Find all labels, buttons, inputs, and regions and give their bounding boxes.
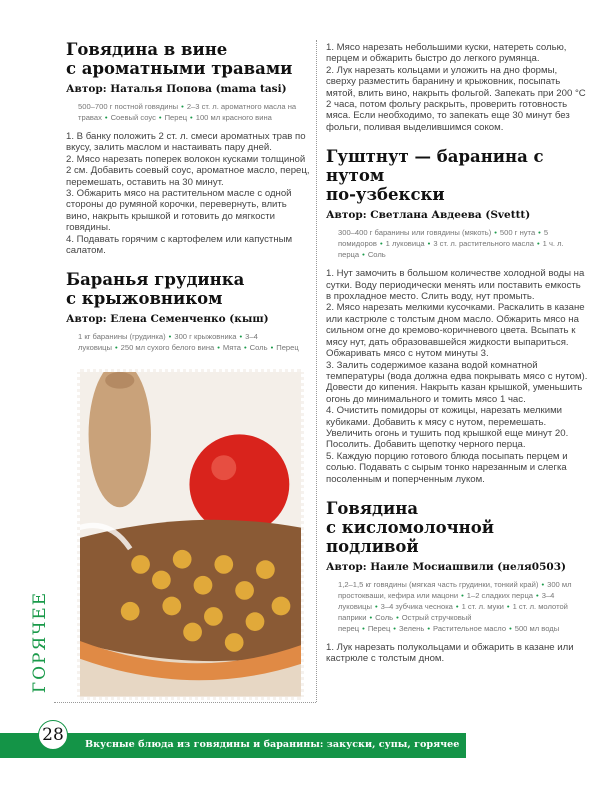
footer-text: Вкусные блюда из говядины и баранины: закуски, супы, горячее [85, 739, 460, 750]
ingredient: 1–2 сладких перца [466, 590, 534, 600]
recipe-beef-wine [66, 40, 312, 256]
ingredient: 1,2–1,5 кг говядины (мягкая часть грудинки, тонкий край) [338, 579, 539, 589]
recipe-title-line: Гуштнут — баранина с нутом [326, 147, 544, 186]
recipe-step: 3. Обжарить мясо на растительном масле с одной стороны до румяной корочки, перевернуть, влить вино, накрыть крышкой и готовить до мягкости говядины. [66, 188, 292, 234]
recipe-title-line: с кисломолочной подливой [326, 517, 495, 556]
ingredient: Перец [276, 343, 299, 353]
recipe-title-line: по-узбекски [326, 185, 445, 205]
recipe-step: 4. Подавать горячим с картофелем или капустным салатом. [66, 233, 293, 257]
ingredient: 1 ст. л. муки [461, 601, 504, 611]
ingredient: Перец [164, 113, 188, 122]
recipe-title-line: с ароматными травами [66, 59, 293, 78]
bullet-icon: • [396, 612, 399, 622]
ingredient: 100 мл красного вина [195, 113, 272, 122]
bullet-icon: • [239, 332, 243, 342]
bullet-icon: • [362, 623, 365, 633]
ingredient: Соевый соус [110, 113, 156, 122]
recipe-beef-sour-milk [326, 499, 588, 665]
ingredient: 5 помидоров [338, 228, 549, 249]
bullet-icon: • [374, 601, 378, 611]
recipe-lamb-gooseberry-header [66, 270, 312, 361]
ingredient: Соль [375, 612, 394, 622]
bullet-icon: • [379, 239, 383, 249]
bullet-icon: • [509, 623, 512, 633]
ingredient-list [326, 227, 588, 260]
ingredient: 1 луковица [385, 239, 425, 249]
recipe-gushtnut [326, 147, 588, 485]
ingredient-list [66, 331, 312, 353]
page-number: 28 [38, 720, 68, 750]
recipe-step: 3. Залить содержимое казана водой комнатной температуры (вода должна едва покрывать мясо с нутом). Довести до кипения. Накрыть казан крышкой, уменьшить огонь до минимального и томить мясо 1 час. [326, 359, 588, 405]
bullet-icon: • [243, 343, 247, 353]
photo-divider [54, 702, 316, 703]
ingredient-list [326, 579, 588, 634]
bullet-icon: • [168, 332, 172, 342]
ingredient: 1 кг баранины (грудинка) [78, 332, 166, 342]
bullet-icon: • [506, 601, 510, 611]
recipe-author: Автор: Наиле Мосиашвили (неля0503) [326, 560, 566, 573]
ingredient: 3–4 зубчика чеснока [380, 601, 453, 611]
recipe-author: Автор: Наталья Попова (mama tasi) [66, 83, 287, 95]
recipe-title [326, 499, 588, 556]
ingredient: 1 ч. л. перца [338, 239, 564, 260]
recipe-title [326, 147, 588, 204]
recipe-title [66, 270, 312, 308]
recipe-steps [326, 268, 588, 485]
ingredient: Соль [367, 250, 386, 260]
bullet-icon: • [181, 102, 184, 111]
ingredient-list [66, 101, 312, 123]
ingredient: Острый стручковый перец [338, 612, 472, 633]
ingredient: 300 мл простокваши, кефира или мацони [338, 579, 572, 600]
bullet-icon: • [104, 113, 108, 122]
bullet-icon: • [427, 239, 431, 249]
bullet-icon: • [393, 623, 396, 633]
bullet-icon: • [114, 343, 118, 353]
footer-bar [0, 733, 466, 758]
recipe-step: 4. Очистить помидоры от кожицы, нарезать мелкими кубиками. Добавить к мясу с нутом, перемешать. Увеличить огонь и тушить под крышкой еще минут 20. Посолить. Добавить щепотку черного перца. [326, 405, 569, 451]
ingredient: Соль [249, 343, 268, 353]
section-label [28, 592, 52, 692]
bullet-icon: • [362, 250, 365, 260]
recipe-step: 2. Лук нарезать кольцами и уложить на дно формы, сверху разместить баранину и крыжовник, посыпать мятой, влить вино, накрыть фольгой. Запекать при 200 °С 2 часа, потом фольгу раскрыть, проверить готовность мяса. Если необходимо, то запекать еще 30 минут без фольги, поливая выделившимся соком. [326, 64, 586, 133]
right-column [326, 42, 588, 665]
ingredient: 250 мл сухого белого вина [120, 343, 215, 353]
recipe-step: 1. В банку положить 2 ст. л. смеси ароматных трав по вкусу, залить маслом и настаивать пару дней. [66, 131, 306, 154]
recipe-step: 1. Лук нарезать полукольцами и обжарить в казане или кастрюле с толстым дном. [326, 641, 574, 665]
bullet-icon: • [427, 623, 431, 633]
recipe-title-line: с крыжовником [66, 289, 223, 309]
recipe-step: 1. Нут замочить в большом количестве холодной воды на сутки. Воду периодически менять или поставить емкость в прохладное место. Слить воду, нут промыть. [326, 268, 585, 303]
dish-photo [77, 369, 304, 700]
recipe-title-line: Говядина [326, 498, 419, 518]
recipe-steps [326, 42, 588, 133]
recipe-author: Автор: Елена Семенченко (кыш) [66, 313, 269, 326]
bullet-icon: • [369, 612, 373, 622]
bullet-icon: • [270, 343, 274, 353]
bullet-icon: • [536, 590, 539, 600]
ingredient: 500–700 г постной говядины [78, 102, 179, 111]
bullet-icon: • [158, 113, 162, 122]
ingredient: 500 г нута [499, 228, 536, 238]
bullet-icon: • [494, 228, 497, 238]
ingredient: 1 ст. л. молотой паприки [338, 601, 568, 622]
ingredient: Растительное масло [433, 623, 507, 633]
ingredient: 300–400 г баранины или говядины (мякоть) [338, 228, 492, 238]
recipe-title [66, 40, 312, 78]
bullet-icon: • [541, 579, 545, 589]
bullet-icon: • [455, 601, 459, 611]
recipe-step: 1. Мясо нарезать небольшими куски, натереть солью, перцем и обжарить быстро до легкого румянца. [326, 42, 567, 65]
recipe-steps [326, 642, 588, 665]
recipe-step: 2. Мясо нарезать поперек волокон кусками толщиной 2 см. Добавить соевый соус, ароматное масло, перец, перемешать, оставить на 30 минут. [66, 153, 310, 188]
bullet-icon: • [217, 343, 220, 353]
ingredient: Зелень [398, 623, 425, 633]
recipe-title-line: Говядина в вине [66, 40, 228, 59]
column-divider [316, 40, 317, 702]
ingredient: 2–3 ст. л. ароматного масла на травах [78, 102, 297, 122]
section-label-text: ГОРЯЧЕЕ [30, 590, 50, 694]
ingredient: Мята [222, 343, 241, 353]
tomato [189, 435, 289, 535]
bullet-icon: • [461, 590, 464, 600]
bullet-icon: • [190, 113, 193, 122]
dish-photo-illustration [80, 372, 301, 697]
recipe-lamb-gooseberry-steps [326, 42, 588, 133]
recipe-step: 2. Мясо нарезать мелкими кусочками. Раскалить в казане или кастрюле с толстым дном масло. Обжарить мясо на сильном огне до кремово-коричневого цвета. Всыпать к мясу нут, дать образовавшейся жидкости выпариться. Обжаривать мясо с нутом минуты 3. [326, 302, 585, 360]
recipe-author: Автор: Светлана Авдеева (Svettt) [326, 209, 531, 222]
ingredient: 3 ст. л. растительного масла [433, 239, 534, 249]
recipe-steps [66, 131, 312, 256]
ingredient: 3–4 луковицы [338, 590, 555, 611]
left-column [66, 40, 312, 700]
ingredient: 3–4 луковицы [78, 332, 258, 353]
bullet-icon: • [538, 228, 541, 238]
bullet-icon: • [536, 239, 540, 249]
ingredient: 300 г крыжовника [174, 332, 237, 342]
recipe-step: 5. Каждую порцию готового блюда посыпать перцем и солью. Подавать с сырым тонко нарезанным и слегка посоленным и поперченным луком. [326, 450, 568, 485]
ingredient: 500 мл воды [514, 623, 560, 633]
recipe-title-line: Баранья грудинка [66, 270, 245, 290]
ingredient: Перец [367, 623, 391, 633]
